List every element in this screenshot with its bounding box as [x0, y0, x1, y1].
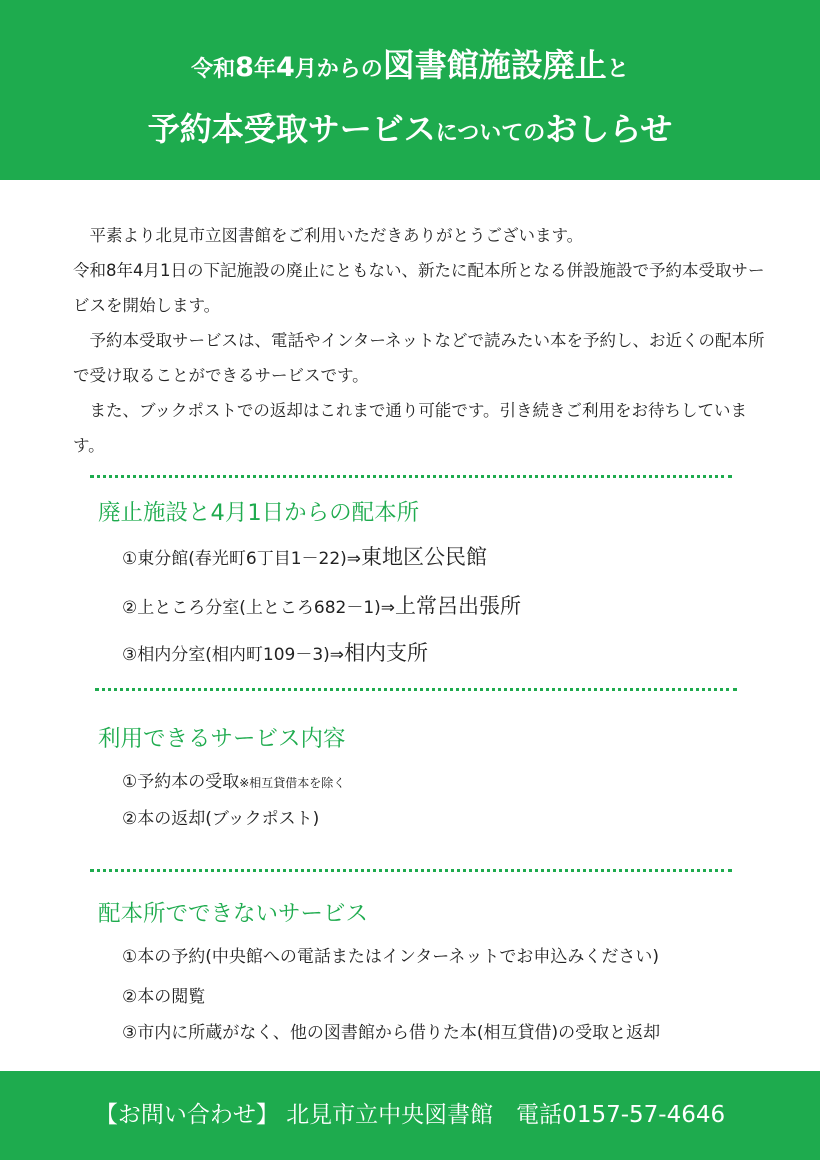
intro-paragraph: 予約本受取サービスは、電話やインターネットなどで読みたい本を予約し、お近くの配本所で受け取ることができるサービスです。: [73, 331, 765, 385]
facility-label: ③相内分室(相内町109－3)⇒: [122, 645, 345, 665]
title-part: 予約本受取サービス: [147, 110, 436, 148]
title-part: についての: [435, 121, 546, 146]
title-part: 4: [275, 52, 295, 83]
title-part: と: [606, 57, 629, 82]
dotted-divider: [90, 475, 732, 478]
pickup-location: 相内支所: [344, 641, 429, 665]
list-item: [122, 590, 521, 620]
list-item: ③市内に所蔵がなく、他の図書館から借りた本(相互貸借)の受取と返却: [122, 1023, 661, 1043]
title-line-1: [0, 40, 820, 86]
section-title-available: 利用できるサービス内容: [98, 726, 346, 752]
intro-paragraph: また、ブックポストでの返却はこれまで通り可能です。引き続きご利用をお待ちしています。: [73, 401, 748, 455]
title-banner: [0, 0, 820, 180]
intro-paragraph: 平素より北見市立図書館をご利用いただきありがとうございます。: [89, 226, 584, 245]
title-line-2: [0, 104, 820, 150]
title-part: 図書館施設廃止: [382, 46, 607, 84]
service-note: ※相互貸借本を除く: [239, 776, 346, 790]
list-item: ①本の予約(中央館への電話またはインターネットでお申込みください): [122, 947, 659, 967]
service-label: ①予約本の受取: [122, 772, 240, 792]
list-item: [122, 804, 319, 829]
title-part: 年: [253, 57, 276, 82]
title-part: 月からの: [294, 57, 383, 82]
title-part: おしらせ: [545, 110, 673, 148]
dotted-divider: [95, 688, 737, 691]
service-label: ②本の返却(ブックポスト): [122, 809, 320, 829]
list-item: ②本の閲覧: [122, 987, 206, 1007]
title-part: 8: [235, 52, 254, 83]
dotted-divider: [90, 869, 732, 872]
title-part: 令和: [191, 57, 236, 82]
pickup-location: 東地区公民館: [361, 545, 488, 569]
intro-text: [73, 218, 773, 463]
facility-label: ②上ところ分室(上ところ682－1)⇒: [122, 598, 396, 618]
list-item: [122, 637, 428, 667]
list-item: [122, 541, 487, 571]
facility-label: ①東分館(春光町6丁目1－22)⇒: [122, 549, 362, 569]
pickup-location: 上常呂出張所: [395, 594, 522, 618]
section-title-unavailable: 配本所でできないサービス: [98, 901, 369, 927]
contact-footer: 【お問い合わせ】 北見市立中央図書館 電話0157-57-4646: [0, 1071, 820, 1160]
list-item: [122, 767, 345, 792]
intro-paragraph: 令和8年4月1日の下記施設の廃止にともない、新たに配本所となる併設施設で予約本受取サービスを開始します。: [73, 261, 765, 315]
section-title-closures: 廃止施設と4月1日からの配本所: [98, 500, 420, 526]
